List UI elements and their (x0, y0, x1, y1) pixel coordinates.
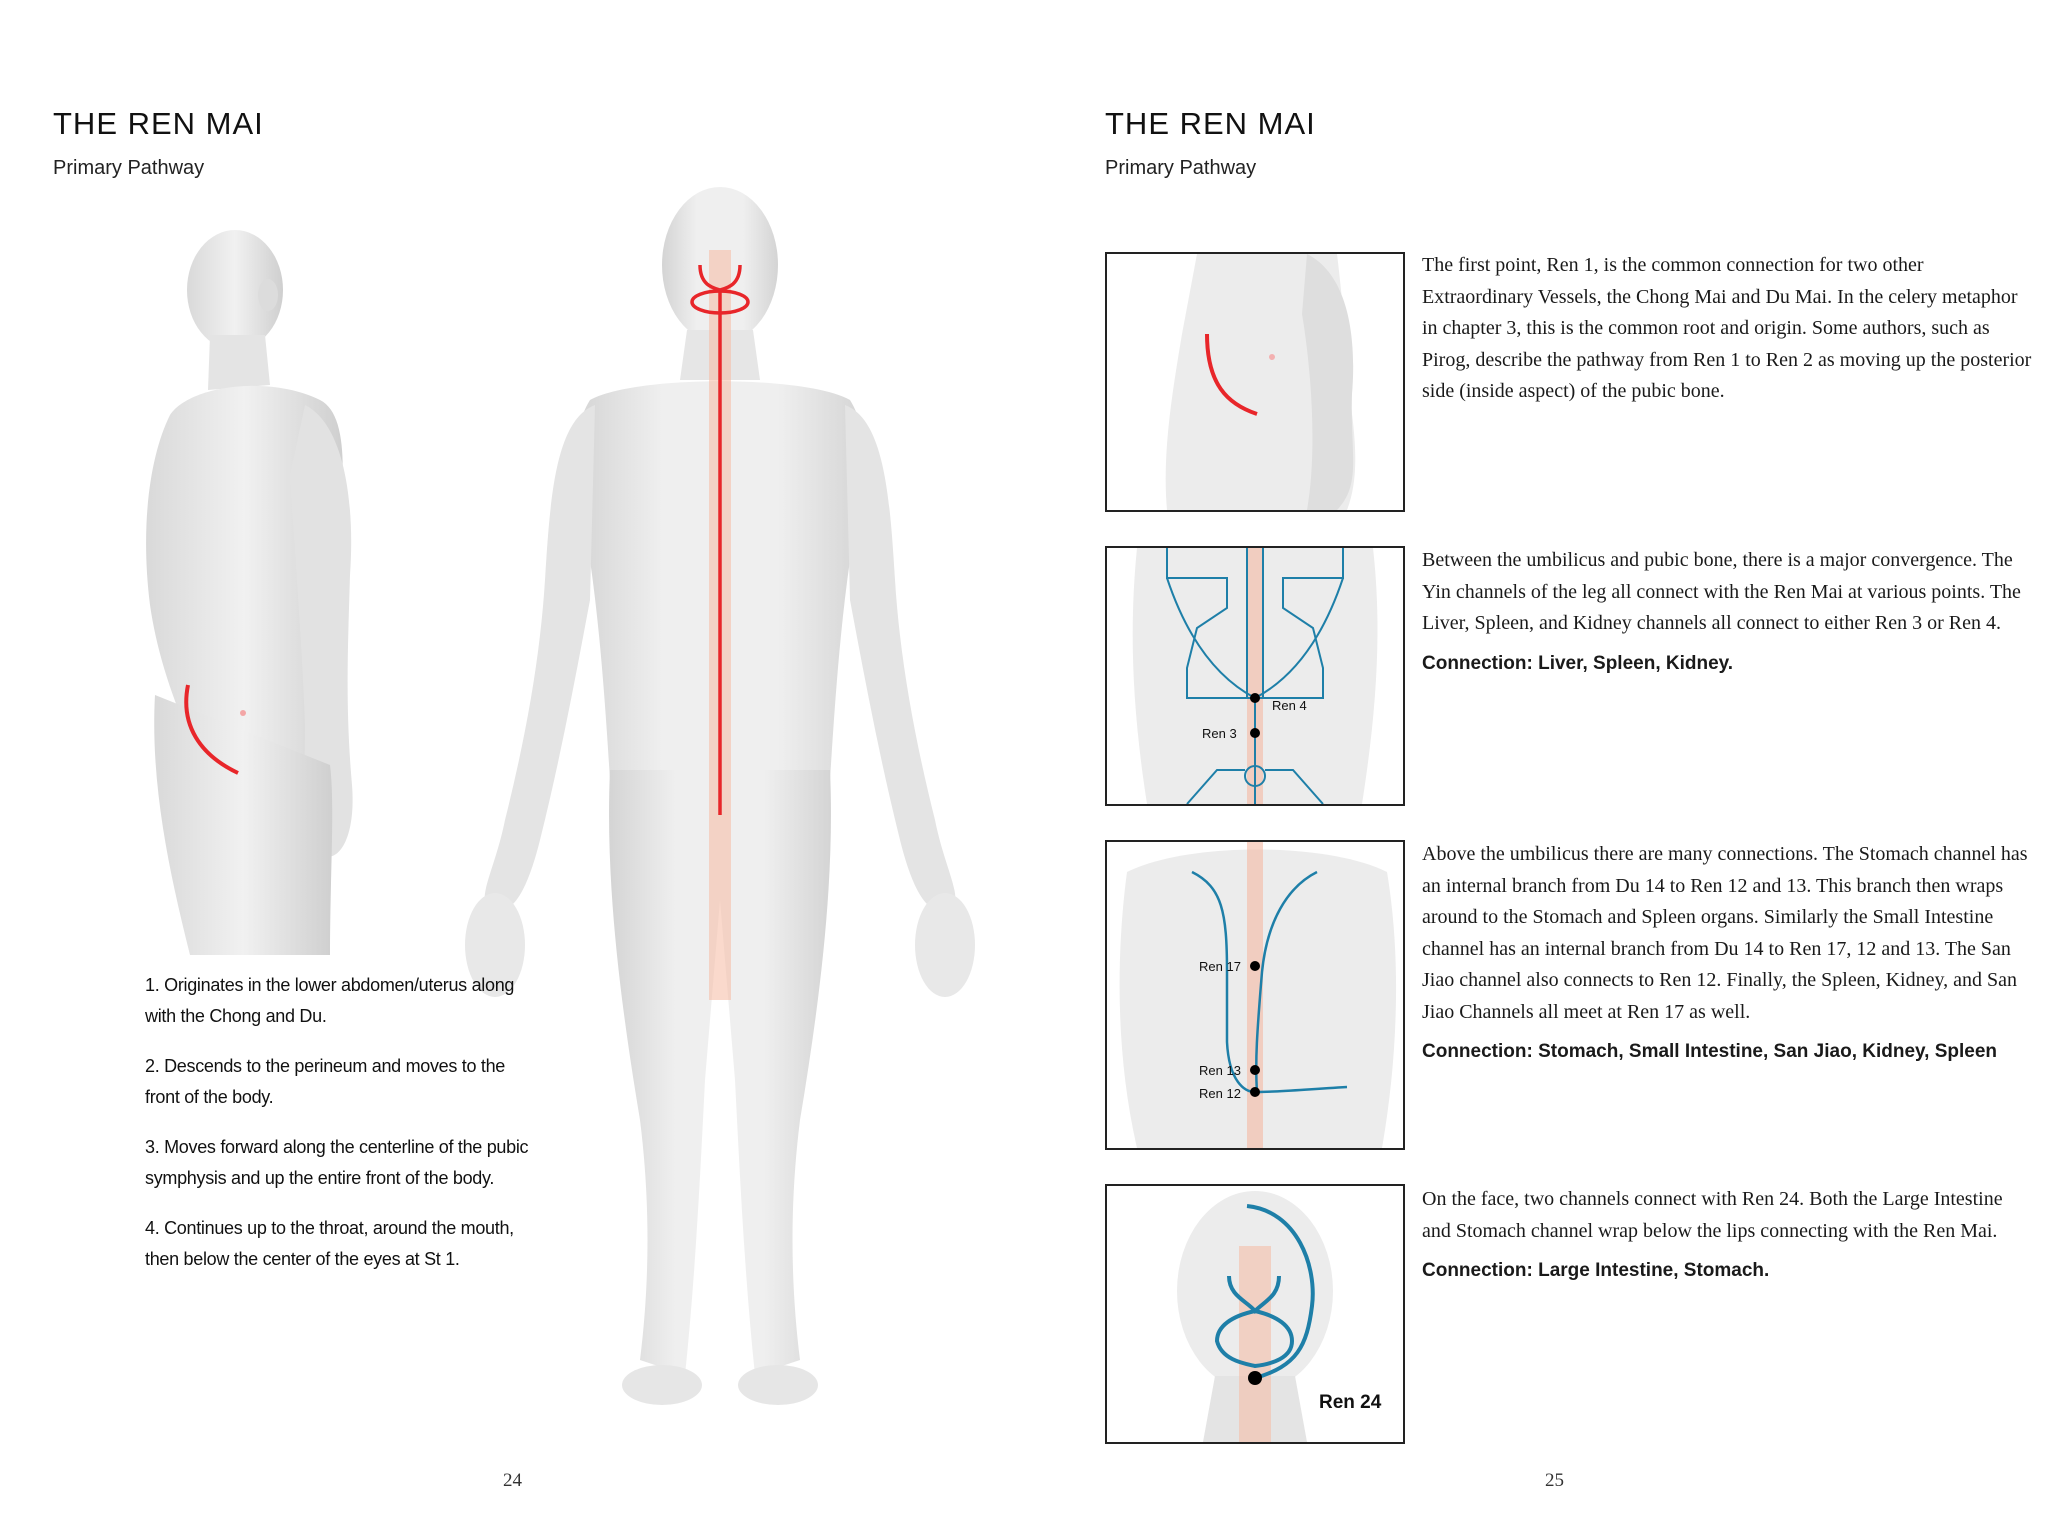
point-label-ren-12: Ren 12 (1199, 1086, 1241, 1101)
section-connection: Connection: Large Intestine, Stomach. (1422, 1260, 1770, 1281)
section-chest-description (1422, 839, 2034, 1076)
page-title: THE REN MAI (53, 106, 264, 141)
pathway-step: 1. Originates in the lower abdomen/uterus along with the Chong and Du. (145, 975, 515, 1026)
right-page (1024, 0, 2048, 1536)
point-label-ren-13: Ren 13 (1199, 1063, 1241, 1078)
page-subtitle: Primary Pathway (1105, 157, 1257, 179)
side-view-body-figure (130, 225, 400, 955)
section-text: The first point, Ren 1, is the common connection for two other Extraordinary Vessels, the Chong Mai and Du Mai. In the celery metaphor in chapter 3, this is the common root and origin. Some authors, such as Pirog, describe the pathway from Ren 1 to Ren 2 as moving up the posterior side (inside aspect) of the pubic bone. (1422, 254, 2032, 402)
section-lower-abdomen-description (1422, 545, 2034, 687)
pathway-step: 4. Continues up to the throat, around the mouth, then below the center of the eyes at St 1. (145, 1218, 514, 1269)
point-label-ren-17: Ren 17 (1199, 959, 1241, 974)
figure-panel-face (1105, 1184, 1405, 1444)
figure-panel-hip (1105, 252, 1405, 512)
pathway-step: 3. Moves forward along the centerline of the pubic symphysis and up the entire front of the body. (145, 1137, 529, 1188)
page-title: THE REN MAI (1105, 106, 1316, 141)
section-connection: Connection: Liver, Spleen, Kidney. (1422, 652, 1734, 674)
point-label-ren-3: Ren 3 (1202, 726, 1237, 741)
page-number: 25 (1545, 1470, 1564, 1491)
page-subtitle: Primary Pathway (53, 157, 205, 179)
section-face-description (1422, 1184, 2034, 1295)
section-text: Between the umbilicus and pubic bone, there is a major convergence. The Yin channels of the leg all connect with the Ren Mai at various points. The Liver, Spleen, and Kidney channels all connect to either Ren 3 or Ren 4. (1422, 549, 2021, 634)
figure-panel-lower-abdomen (1105, 546, 1405, 806)
point-label-ren-4: Ren 4 (1272, 698, 1307, 713)
pathway-step: 2. Descends to the perineum and moves to the front of the body. (145, 1056, 506, 1107)
point-label-ren-24: Ren 24 (1319, 1392, 1382, 1413)
section-text: On the face, two channels connect with Ren 24. Both the Large Intestine and Stomach channel wrap below the lips connecting with the Ren Mai. (1422, 1188, 2003, 1242)
figure-panel-chest (1105, 840, 1405, 1150)
pathway-steps-list (145, 970, 535, 1294)
section-text: Above the umbilicus there are many connections. The Stomach channel has an internal branch from Du 14 to Ren 12 and 13. This branch then wraps around to the Stomach and Spleen organs. Similarly the Small Intestine channel has an internal branch from Du 14 to Ren 17, 12 and 13. The San Jiao channel also connects to Ren 12. Finally, the Spleen, Kidney, and San Jiao Channels all meet at Ren 17 as well. (1422, 843, 2028, 1023)
page-number: 24 (503, 1470, 522, 1491)
section-hip-description (1422, 250, 2034, 416)
section-connection: Connection: Stomach, Small Intestine, San Jiao, Kidney, Spleen (1422, 1041, 1998, 1062)
